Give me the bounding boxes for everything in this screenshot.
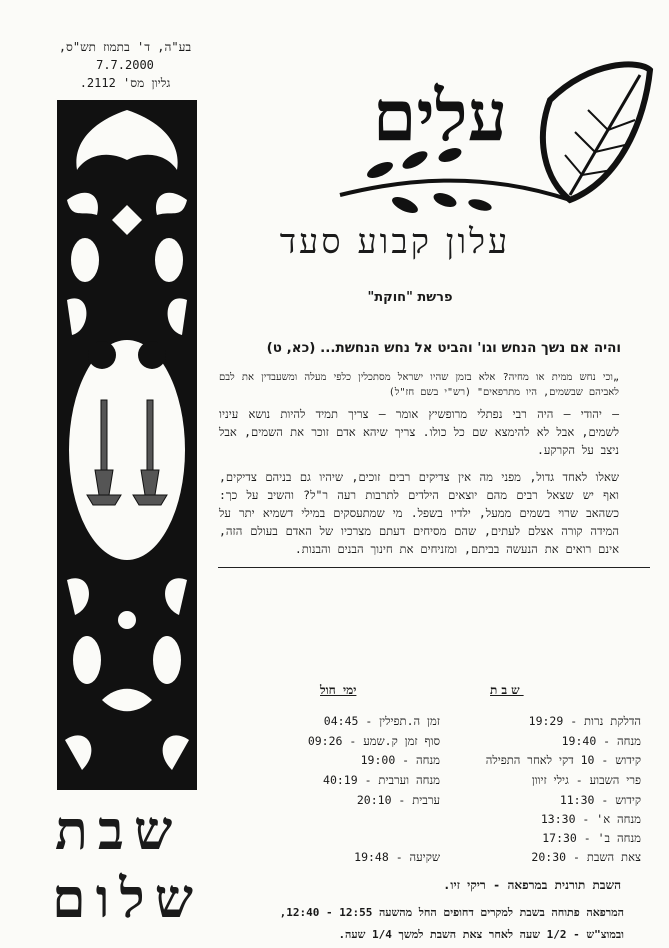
weekday-row: שקיעה - 19:48 [354,850,440,864]
publisher-line: השבת תורנית במרפאה - ריקי זיו. [443,878,621,892]
section-divider [218,567,650,568]
shabbat-row: מנחה ב' - 17:30 [542,831,641,845]
weekday-row: זמן ה.תפילין - 04:45 [323,714,440,728]
shabbat-row: הדלקת נרות - 19:29 [528,714,641,728]
issue-number: גליון מס' 2112. [79,76,171,90]
weekday-row: מנחה - 19:00 [360,753,440,767]
header-date-block [40,38,210,92]
shabbat-row: צאת השבת - 20:30 [531,850,641,864]
shabbat-row: מנחה - 19:40 [561,734,641,748]
shabbat-row: קידוש - 10 דקי לאחר התפילה [485,753,641,767]
shabbat-schedule-heading: שבת [490,683,524,697]
ornamental-panel-icon [57,100,197,790]
clinic-hours-line-1: המרפאה פתוחה בשבת למקרים דחופים החל מהשעה 12:55 - 12:40, [279,906,624,919]
commentary-paragraph-2: — יהודי — היה רבי נפתלי מרופשיץ אומר — צריך תמיד להיות נושא עיניו לשמים, אבל לא להימצא שם כל כולו. צריך שיהא אדם זוכר את השמים, אבל ניצב על הקרקע. [219,407,619,457]
logo-text: עלים [372,74,508,157]
weekday-row: ערבית - 20:10 [356,793,440,807]
hebrew-date: בע"ה, ד' בתמוז תש"ס, [58,40,192,54]
weekday-row: מנחה וערבית - 40:19 [323,773,440,787]
publication-subtitle: עלון קבוע סעד [279,222,511,262]
shabbat-row: קידוש - 11:30 [559,793,641,807]
parasha-title: פרשת "חוקת" [367,290,453,305]
shabbat-row: מנחה א' - 13:30 [540,812,641,826]
clinic-hours-line-2: ובמוצ"ש - 1/2 שעה לאחר צאת השבת למשך 1/4 שעה. [338,928,624,941]
weekday-row: סוף זמן ק.שמע - 09:26 [307,734,440,748]
shabbat-row: פרי השבוע - גילי זיוון [531,773,641,787]
commentary-paragraph-3: שאלו לאחד גדול, מפני מה אין צדיקים רבים זוכים, שיהיו גם בניהם צדיקים, ואף יש שצאל רבים מהם יוצאים הילדים לתרבות רעה ר"ל? והשיב על כך: כשהאב שרוי בשמים ממעל, ילדיו בשפל. מי שמתעסקים במילי דשמיא יתר על המידה קורה אצלם לעתים, שהם מסיחים דעתם מצרכיו של האדם בעולם הזה, אינם רואים את הנעשה בביתם, ומזניחים את חינוך הבנים והבנות. [219,470,619,556]
verse-heading: והיה אם נשך הנחש וגו' והביט אל נחש הנחשת... (כא, ט) [266,340,621,356]
greeting-shabbat: שבת [55,798,183,862]
commentary-paragraph-1: „וכי נחש ממית או מחיה? אלא בזמן שהיו ישראל מסתכלין כלפי מעלה ומשעבדין את לבם לאביהם שבשמים, היו מתרפאים" (רש"י בשם חז"ל) [219,372,619,398]
gregorian-date: 7.7.2000 [96,58,154,72]
greeting-shalom: שלום [52,866,204,930]
weekday-schedule-heading: ימי חול [320,683,357,697]
